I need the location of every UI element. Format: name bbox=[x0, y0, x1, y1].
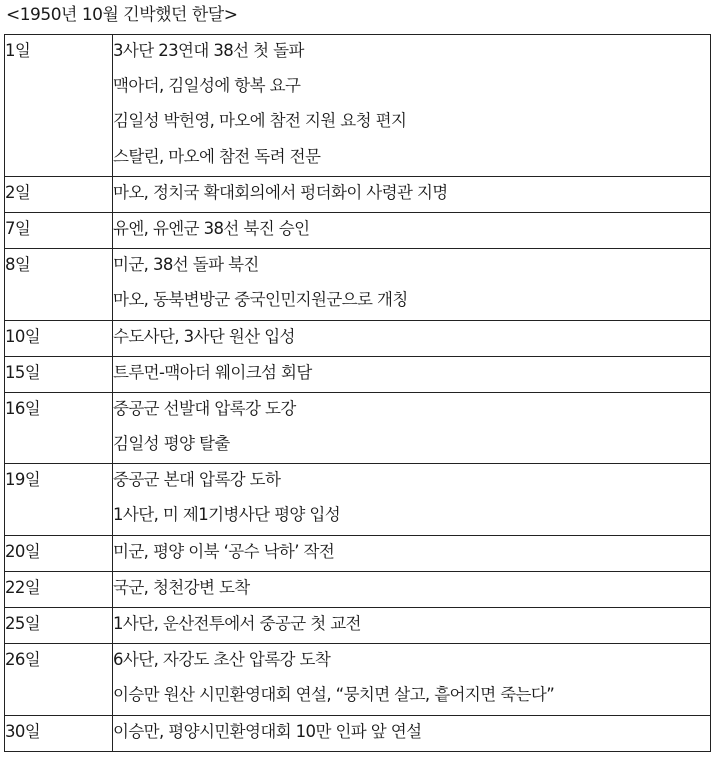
events-cell bbox=[113, 715, 711, 751]
event-text: 미군, 38선 돌파 북진 bbox=[113, 255, 259, 275]
timeline-table bbox=[4, 34, 711, 752]
events-cell bbox=[113, 212, 711, 248]
day-label: 22일 bbox=[5, 577, 41, 597]
events-cell bbox=[113, 608, 711, 644]
events-cell bbox=[113, 464, 711, 535]
table-row bbox=[5, 320, 711, 356]
events-cell bbox=[113, 176, 711, 212]
event-text: 김일성 평양 탈출 bbox=[113, 434, 230, 454]
event-text: 중공군 선발대 압록강 도강 bbox=[113, 398, 296, 418]
events-cell bbox=[113, 356, 711, 392]
day-cell bbox=[5, 35, 113, 177]
day-label: 16일 bbox=[5, 398, 41, 418]
events-cell bbox=[113, 644, 711, 715]
events-cell bbox=[113, 571, 711, 607]
day-label: 7일 bbox=[5, 218, 31, 238]
table-row bbox=[5, 644, 711, 715]
day-cell bbox=[5, 392, 113, 463]
table-row bbox=[5, 608, 711, 644]
page-title: <1950년 10월 긴박했던 한달> bbox=[6, 5, 238, 25]
day-label: 25일 bbox=[5, 614, 41, 633]
event-text: 국군, 청천강변 도착 bbox=[113, 577, 250, 597]
event-text: 이승만, 평양시민환영대회 10만 인파 앞 연설 bbox=[113, 721, 422, 741]
event-text: 3사단 23연대 38선 첫 돌파 bbox=[113, 41, 304, 60]
table-row bbox=[5, 392, 711, 463]
day-label: 8일 bbox=[5, 255, 31, 275]
day-cell bbox=[5, 249, 113, 320]
day-label: 20일 bbox=[5, 541, 41, 561]
day-cell bbox=[5, 356, 113, 392]
day-cell bbox=[5, 571, 113, 607]
events-cell bbox=[113, 35, 711, 177]
events-cell bbox=[113, 535, 711, 571]
day-label: 19일 bbox=[5, 470, 41, 490]
event-text: 트루먼-맥아더 웨이크섬 회담 bbox=[113, 362, 312, 382]
events-cell bbox=[113, 249, 711, 320]
event-text: 중공군 본대 압록강 도하 bbox=[113, 470, 281, 490]
table-row bbox=[5, 464, 711, 535]
event-text: 마오, 동북변방군 중국인민지원군으로 개칭 bbox=[113, 290, 408, 310]
event-text: 1사단, 운산전투에서 중공군 첫 교전 bbox=[113, 614, 361, 633]
day-label: 2일 bbox=[5, 182, 31, 202]
day-label: 30일 bbox=[5, 721, 41, 741]
table-row bbox=[5, 249, 711, 320]
day-cell bbox=[5, 535, 113, 571]
table-row bbox=[5, 35, 711, 177]
day-cell bbox=[5, 320, 113, 356]
event-text: 유엔, 유엔군 38선 북진 승인 bbox=[113, 218, 310, 238]
day-cell bbox=[5, 176, 113, 212]
event-text: 스탈린, 마오에 참전 독려 전문 bbox=[113, 146, 321, 166]
day-cell bbox=[5, 644, 113, 715]
day-label: 26일 bbox=[5, 650, 41, 670]
events-cell bbox=[113, 392, 711, 463]
events-cell bbox=[113, 320, 711, 356]
table-row bbox=[5, 715, 711, 751]
day-label: 10일 bbox=[5, 326, 41, 346]
event-text: 이승만 원산 시민환영대회 연설, “뭉치면 살고, 흩어지면 죽는다” bbox=[113, 685, 555, 705]
event-text: 미군, 평양 이북 ‘공수 낙하’ 작전 bbox=[113, 541, 335, 561]
event-text: 마오, 정치국 확대회의에서 펑더화이 사령관 지명 bbox=[113, 182, 448, 202]
table-row bbox=[5, 535, 711, 571]
day-cell bbox=[5, 715, 113, 751]
table-row bbox=[5, 176, 711, 212]
event-text: 김일성 박헌영, 마오에 참전 지원 요청 편지 bbox=[113, 111, 407, 131]
day-cell bbox=[5, 608, 113, 644]
day-label: 1일 bbox=[5, 41, 31, 60]
table-row bbox=[5, 571, 711, 607]
table-row bbox=[5, 356, 711, 392]
event-text: 맥아더, 김일성에 항복 요구 bbox=[113, 76, 301, 96]
event-text: 수도사단, 3사단 원산 입성 bbox=[113, 326, 295, 346]
day-cell bbox=[5, 464, 113, 535]
event-text: 6사단, 자강도 초산 압록강 도착 bbox=[113, 650, 331, 670]
event-text: 1사단, 미 제1기병사단 평양 입성 bbox=[113, 505, 341, 525]
day-cell bbox=[5, 212, 113, 248]
day-label: 15일 bbox=[5, 362, 41, 382]
table-row bbox=[5, 212, 711, 248]
